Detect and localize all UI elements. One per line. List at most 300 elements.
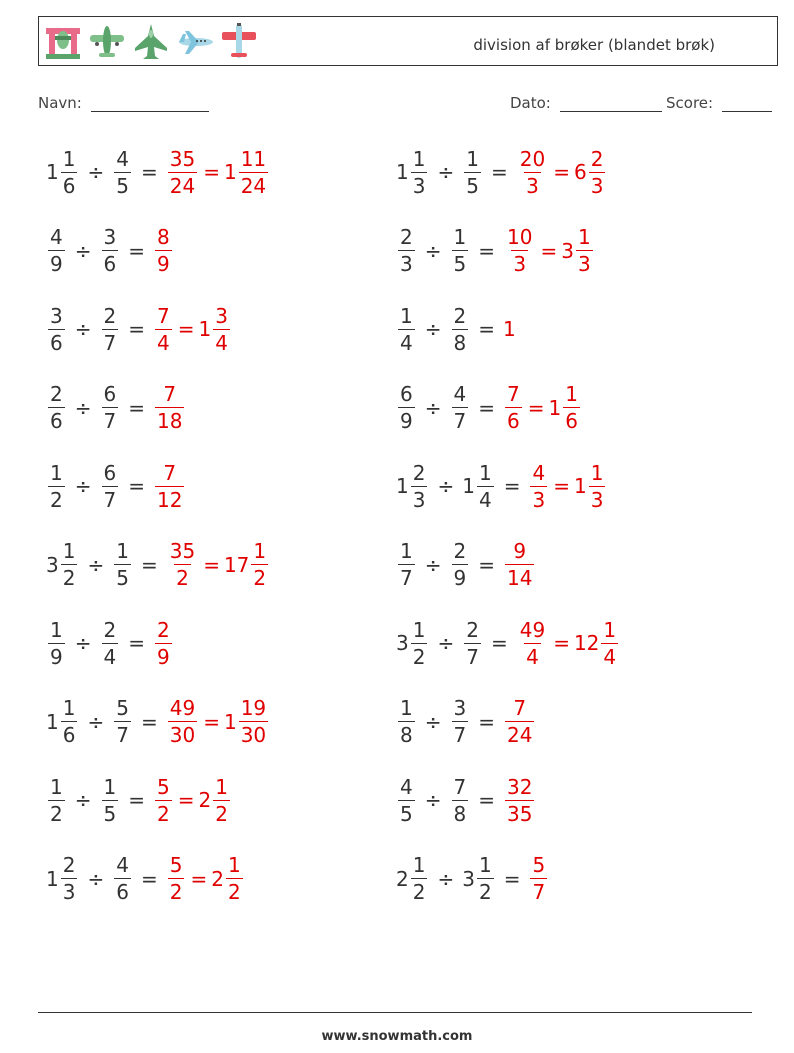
dividend	[46, 695, 79, 748]
fraction	[505, 381, 522, 434]
equals-sign: =	[503, 866, 521, 891]
numerator: 10	[507, 225, 533, 249]
numerator: 4	[116, 146, 129, 171]
divisor	[462, 146, 483, 199]
numerator: 35	[169, 146, 196, 171]
problem-item	[46, 140, 270, 204]
divisor	[450, 695, 471, 748]
numerator: 1	[116, 539, 129, 563]
answer-improper	[153, 774, 174, 827]
denominator: 9	[400, 409, 413, 433]
denominator: 3	[526, 173, 539, 198]
divide-sign: ÷	[87, 552, 105, 577]
numerator: 1	[603, 617, 617, 642]
numerator: 19	[240, 696, 267, 720]
fraction	[61, 146, 78, 199]
dividend	[46, 852, 79, 905]
denominator: 2	[412, 644, 426, 669]
fraction	[213, 774, 230, 827]
numerator: 2	[50, 382, 63, 406]
problem-item	[46, 690, 270, 754]
fraction	[477, 852, 494, 905]
denominator: 9	[157, 252, 170, 276]
numerator: 5	[116, 696, 129, 720]
denominator: 3	[412, 487, 426, 512]
answer-improper	[166, 852, 187, 905]
fraction	[114, 538, 131, 591]
equals-sign: =	[140, 552, 158, 577]
equals-sign: =	[128, 631, 145, 655]
numerator: 1	[478, 460, 492, 485]
numerator: 2	[412, 460, 426, 485]
denominator: 2	[50, 487, 63, 512]
divide-sign: ÷	[74, 788, 92, 812]
denominator: 5	[453, 252, 467, 276]
whole-number: 1	[223, 160, 237, 184]
fraction	[518, 617, 547, 670]
fraction	[102, 224, 119, 277]
fraction	[505, 774, 534, 827]
answer	[166, 695, 270, 748]
divisor	[462, 617, 483, 670]
fraction	[102, 617, 119, 670]
answer-improper	[153, 224, 174, 277]
equals-sign: =	[478, 238, 495, 263]
denominator: 3	[62, 880, 76, 904]
answer	[153, 224, 174, 277]
numerator: 2	[400, 225, 413, 249]
numerator: 4	[532, 460, 546, 485]
answer-equals-sign: =	[203, 552, 220, 577]
fraction	[48, 774, 65, 827]
numerator: 32	[507, 774, 533, 799]
answer	[503, 224, 595, 277]
divisor	[112, 695, 133, 748]
divisor	[450, 538, 471, 591]
fraction	[563, 381, 580, 434]
denominator: 2	[176, 566, 189, 590]
denominator: 9	[50, 644, 63, 669]
answer-improper	[503, 774, 536, 827]
numerator: 2	[453, 303, 467, 328]
dividend	[396, 303, 417, 356]
denominator: 3	[412, 173, 426, 198]
whole-number: 1	[46, 866, 59, 891]
denominator: 4	[400, 330, 413, 355]
fraction	[48, 303, 65, 356]
denominator: 6	[62, 723, 76, 747]
fraction	[505, 224, 534, 277]
fraction	[576, 224, 593, 277]
fraction	[155, 224, 172, 277]
answer	[166, 852, 245, 905]
problem-item	[396, 690, 536, 754]
problem-item	[46, 376, 186, 440]
denominator: 5	[103, 801, 117, 826]
divide-sign: ÷	[424, 552, 442, 577]
fraction	[102, 381, 119, 434]
fraction	[505, 695, 534, 748]
problem-item	[46, 454, 186, 518]
answer-improper	[153, 303, 174, 356]
denominator: 7	[103, 487, 117, 512]
denominator: 4	[215, 330, 228, 355]
answer-mixed	[574, 617, 620, 670]
dividend	[46, 538, 79, 591]
divisor	[100, 617, 121, 670]
answer	[503, 538, 536, 591]
denominator: 5	[116, 566, 129, 590]
denominator: 3	[577, 252, 591, 276]
numerator: 2	[157, 617, 170, 642]
fraction	[114, 146, 131, 199]
dividend	[46, 303, 67, 356]
fraction	[398, 774, 415, 827]
numerator: 2	[466, 617, 479, 642]
divide-sign: ÷	[74, 317, 92, 341]
numerator: 1	[400, 539, 413, 563]
denominator: 6	[103, 252, 117, 276]
answer	[503, 317, 516, 341]
equals-sign: =	[490, 631, 508, 655]
whole-number: 6	[573, 160, 587, 184]
answer-mixed	[574, 146, 607, 199]
numerator: 5	[169, 853, 183, 877]
answer	[516, 146, 608, 199]
denominator: 2	[62, 566, 76, 590]
numerator: 35	[169, 539, 196, 563]
numerator: 7	[163, 460, 177, 485]
fraction	[398, 381, 415, 434]
footer-divider	[38, 1012, 752, 1013]
numerator: 6	[400, 382, 413, 406]
equals-sign: =	[478, 317, 495, 341]
fraction	[411, 460, 428, 513]
whole-number: 1	[548, 395, 562, 420]
equals-sign: =	[478, 709, 495, 734]
problem-item	[46, 847, 245, 911]
whole-number: 3	[462, 866, 475, 891]
numerator: 1	[412, 146, 426, 171]
fraction	[452, 695, 469, 748]
denominator: 5	[466, 173, 479, 198]
name-blank	[91, 97, 209, 112]
fraction	[114, 695, 131, 748]
answer-equals-sign: =	[203, 709, 220, 734]
divisor	[112, 538, 133, 591]
numerator: 2	[590, 146, 604, 171]
fraction	[398, 695, 415, 748]
dividend	[396, 224, 417, 277]
answer-improper	[503, 224, 536, 277]
problem-item	[396, 376, 582, 440]
problem-item	[396, 140, 607, 204]
answer	[528, 460, 607, 513]
answer	[153, 303, 232, 356]
problem-item	[46, 297, 232, 361]
divisor	[100, 224, 121, 277]
dividend	[396, 695, 417, 748]
numerator: 1	[50, 460, 63, 485]
equals-sign: =	[478, 788, 495, 812]
dividend	[396, 852, 429, 905]
icon-strip	[43, 20, 259, 64]
answer-improper	[528, 460, 549, 513]
denominator: 30	[240, 723, 267, 747]
fraction	[48, 224, 65, 277]
numerator: 1	[50, 617, 63, 642]
answer-equals-sign: =	[540, 238, 558, 263]
fraction	[530, 460, 547, 513]
denominator: 2	[478, 880, 492, 904]
fighter-jet-icon	[131, 22, 171, 62]
answer	[503, 695, 536, 748]
fraction	[601, 617, 618, 670]
divide-sign: ÷	[437, 631, 455, 655]
denominator: 7	[116, 723, 129, 747]
fraction	[239, 695, 268, 748]
answer	[153, 617, 174, 670]
worksheet-title: division af brøker (blandet brøk)	[473, 36, 715, 54]
denominator: 7	[453, 409, 467, 433]
numerator: 6	[103, 460, 117, 485]
answer-improper	[166, 146, 199, 199]
divisor	[450, 303, 471, 356]
whole-number: 1	[396, 160, 409, 184]
fraction	[61, 538, 78, 591]
answer-improper	[503, 538, 536, 591]
dividend	[396, 381, 417, 434]
fraction	[155, 460, 184, 513]
problem-item	[46, 611, 174, 675]
fraction	[226, 852, 243, 905]
numerator: 4	[453, 382, 467, 406]
denominator: 3	[590, 173, 604, 198]
score-blank	[722, 97, 772, 112]
numerator: 2	[62, 853, 76, 877]
answer	[153, 381, 186, 434]
numerator: 3	[215, 303, 228, 328]
denominator: 4	[603, 644, 617, 669]
numerator: 1	[103, 774, 117, 799]
fraction	[239, 146, 268, 199]
answer-whole: 1	[503, 317, 516, 341]
numerator: 3	[103, 225, 117, 249]
numerator: 9	[513, 539, 527, 563]
denominator: 2	[412, 880, 426, 904]
denominator: 3	[532, 487, 546, 512]
denominator: 6	[50, 409, 63, 433]
divisor	[112, 852, 133, 905]
whole-number: 2	[396, 866, 409, 891]
answer-mixed	[199, 303, 232, 356]
numerator: 2	[453, 539, 467, 563]
divisor	[450, 381, 471, 434]
denominator: 3	[513, 252, 527, 276]
denominator: 7	[466, 644, 479, 669]
date-label: Dato:	[510, 94, 551, 112]
fraction	[505, 538, 534, 591]
numerator: 1	[590, 460, 604, 485]
denominator: 30	[169, 723, 196, 747]
denominator: 8	[400, 723, 413, 747]
numerator: 1	[400, 303, 413, 328]
denominator: 2	[169, 880, 183, 904]
denominator: 2	[215, 801, 228, 826]
whole-number: 1	[462, 474, 475, 498]
problem-item	[396, 219, 595, 283]
whole-number: 1	[223, 709, 237, 734]
fraction	[114, 852, 131, 905]
denominator: 8	[453, 801, 467, 826]
numerator: 49	[169, 696, 196, 720]
problem-item	[46, 219, 174, 283]
numerator: 7	[163, 382, 177, 406]
numerator: 11	[240, 146, 267, 171]
fraction	[102, 774, 119, 827]
numerator: 1	[62, 696, 76, 720]
name-label: Navn:	[38, 94, 82, 112]
answer-mixed	[224, 538, 270, 591]
whole-number: 2	[198, 788, 212, 812]
divide-sign: ÷	[87, 709, 105, 734]
fraction	[452, 381, 469, 434]
answer-improper	[503, 695, 536, 748]
divide-sign: ÷	[437, 160, 455, 184]
answer-improper	[153, 617, 174, 670]
answer-equals-sign: =	[190, 866, 208, 891]
divide-sign: ÷	[437, 866, 455, 891]
fraction	[452, 774, 469, 827]
denominator: 2	[227, 880, 241, 904]
problem-item	[396, 454, 607, 518]
numerator: 1	[215, 774, 228, 799]
fraction	[102, 460, 119, 513]
numerator: 1	[50, 774, 63, 799]
denominator: 4	[478, 487, 492, 512]
equals-sign: =	[490, 160, 508, 184]
numerator: 7	[453, 774, 467, 799]
answer-mixed	[224, 146, 270, 199]
denominator: 14	[507, 566, 533, 590]
problem-item	[396, 768, 536, 832]
denominator: 6	[565, 409, 578, 433]
numerator: 5	[157, 774, 170, 799]
dividend	[46, 381, 67, 434]
whole-number: 1	[46, 160, 59, 184]
divisor	[450, 774, 471, 827]
dividend	[396, 146, 429, 199]
numerator: 6	[103, 382, 117, 406]
answer	[516, 617, 620, 670]
denominator: 2	[157, 801, 170, 826]
whole-number: 3	[46, 552, 59, 577]
denominator: 7	[532, 880, 546, 904]
denominator: 7	[400, 566, 413, 590]
numerator: 1	[400, 696, 413, 720]
divide-sign: ÷	[424, 709, 442, 734]
divide-sign: ÷	[424, 788, 442, 812]
fraction	[589, 460, 606, 513]
denominator: 6	[507, 409, 520, 433]
numerator: 1	[453, 225, 467, 249]
header-box	[38, 16, 778, 66]
score-field	[666, 94, 772, 112]
answer-mixed	[574, 460, 607, 513]
fraction	[411, 146, 428, 199]
divide-sign: ÷	[437, 474, 455, 498]
divisor	[100, 381, 121, 434]
name-field	[38, 94, 209, 112]
fraction	[168, 852, 185, 905]
answer-equals-sign: =	[527, 395, 545, 420]
denominator: 2	[50, 801, 63, 826]
denominator: 12	[157, 487, 183, 512]
divisor	[462, 852, 495, 905]
dividend	[46, 224, 67, 277]
numerator: 20	[519, 146, 546, 171]
divisor	[450, 224, 471, 277]
numerator: 1	[478, 853, 492, 877]
numerator: 1	[412, 617, 426, 642]
answer-mixed	[199, 774, 232, 827]
dividend	[46, 617, 67, 670]
fraction	[411, 852, 428, 905]
numerator: 2	[103, 303, 117, 328]
red-biplane-icon	[219, 22, 259, 62]
equals-sign: =	[478, 552, 495, 577]
divide-sign: ÷	[424, 238, 442, 263]
divisor	[100, 460, 121, 513]
fraction	[518, 146, 547, 199]
fraction	[530, 852, 547, 905]
denominator: 5	[400, 801, 413, 826]
fraction	[411, 617, 428, 670]
denominator: 24	[507, 723, 533, 747]
denominator: 3	[590, 487, 604, 512]
answer-improper	[166, 695, 199, 748]
denominator: 7	[103, 409, 117, 433]
denominator: 4	[526, 644, 539, 669]
answer-equals-sign: =	[553, 160, 570, 184]
denominator: 7	[103, 330, 117, 355]
answer-equals-sign: =	[177, 317, 195, 341]
answer-equals-sign: =	[203, 160, 220, 184]
divide-sign: ÷	[74, 631, 92, 655]
answer-mixed	[211, 852, 244, 905]
denominator: 9	[453, 566, 467, 590]
whole-number: 3	[396, 631, 409, 655]
answer-mixed	[224, 695, 270, 748]
answer-improper	[516, 146, 549, 199]
problem-item	[46, 768, 232, 832]
divisor	[112, 146, 133, 199]
whole-number: 2	[211, 866, 224, 891]
fraction	[155, 303, 172, 356]
equals-sign: =	[478, 395, 495, 420]
fraction	[61, 852, 78, 905]
numerator: 1	[62, 146, 76, 171]
numerator: 3	[50, 303, 63, 328]
whole-number: 1	[396, 474, 409, 498]
answer	[166, 146, 270, 199]
denominator: 8	[453, 330, 467, 355]
answer	[503, 774, 536, 827]
fraction	[398, 303, 415, 356]
numerator: 1	[253, 539, 267, 563]
fraction	[155, 617, 172, 670]
divisor	[100, 303, 121, 356]
